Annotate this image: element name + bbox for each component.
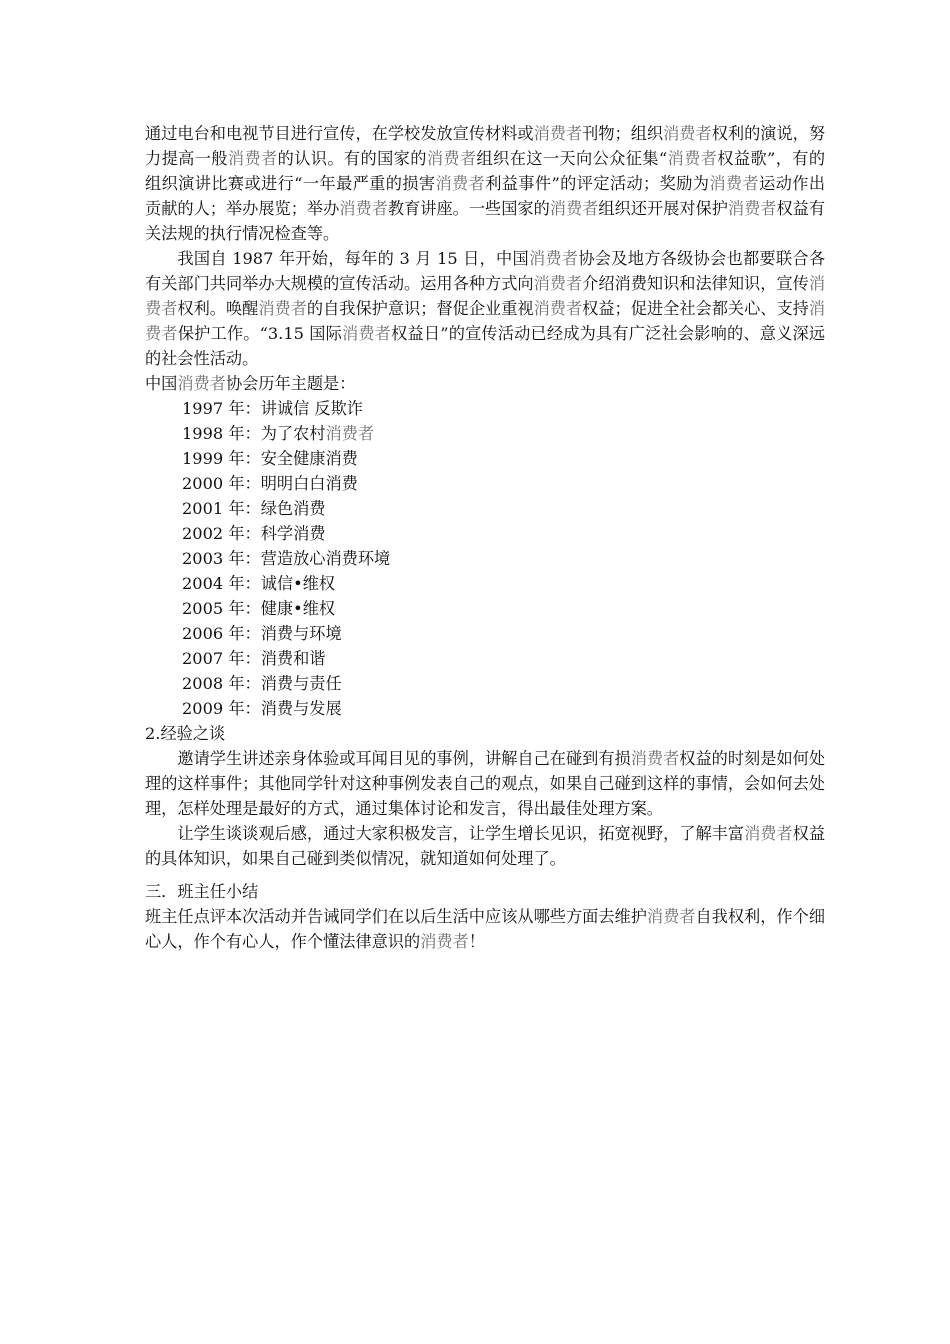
text-run: 权利。唤醒 (177, 299, 259, 318)
highlighted-term: 消费者 (744, 824, 793, 843)
highlighted-term: 消费者 (420, 932, 469, 951)
text-run: 权益；促进全社会都关心、支持 (582, 299, 809, 318)
text-run: 权益日”的宣传活动已经成为具有广泛社会影响的、意义深远的社会性活动。 (145, 324, 826, 368)
text-run: 1998 年：为了农村 (182, 424, 326, 443)
text-run: 通过电台和电视节目进行宣传，在学校发放宣传材料或 (145, 124, 534, 143)
highlighted-term: 消费者 (549, 199, 599, 218)
text-run: 2008 年：消费与责任 (182, 674, 342, 693)
heading-teacher-summary: 三．班主任小结 (145, 882, 259, 901)
highlighted-term: 消费者 (145, 299, 826, 343)
text-run: 2004 年：诚信•维权 (182, 574, 336, 593)
highlighted-term: 消费者 (528, 249, 579, 268)
text-run: 2005 年：健康•维权 (182, 599, 336, 618)
highlighted-term: 消费者 (325, 424, 375, 443)
theme-item (145, 521, 825, 546)
text-run: 权益的具体知识，如果自己碰到类似情况，就知道如何处理了。 (145, 824, 826, 868)
text-run: 2009 年：消费与发展 (182, 699, 342, 718)
highlighted-term: 消费者 (145, 274, 826, 318)
text-run: 2000 年：明明白白消费 (182, 474, 358, 493)
text-run: 2002 年：科学消费 (182, 524, 326, 543)
highlighted-term: 消费者 (727, 199, 777, 218)
highlighted-term: 消费者 (435, 174, 486, 193)
text-run: 2001 年：绿色消费 (182, 499, 326, 518)
text-run: 让学生谈谈观后感，通过大家积极发言，让学生增长见识，拓宽视野，了解丰富 (177, 824, 745, 843)
text-run: 我国自 1987 年开始，每年的 3 月 15 日，中国 (177, 249, 529, 268)
theme-item (145, 571, 825, 596)
highlighted-term: 消费者 (258, 299, 307, 318)
highlighted-term: 消费者 (342, 324, 392, 343)
highlighted-term: 消费者 (339, 199, 388, 218)
highlighted-term: 消费者 (426, 149, 477, 168)
document-page (145, 121, 825, 954)
highlighted-term: 消费者 (646, 907, 696, 926)
theme-item (145, 546, 825, 571)
text-run: 中国 (145, 374, 178, 393)
text-run: 权利的演说，努力提高一般 (145, 124, 826, 168)
text-run: 2006 年：消费与环境 (182, 624, 342, 643)
highlighted-term: 消费者 (667, 149, 718, 168)
heading-experience: 2.经验之谈 (145, 724, 226, 743)
text-run: 自我权利，作个细心人，作个有心人，作个懂法律意识的 (145, 907, 826, 951)
text-run: 运动作出贡献的人；举办展览；举办 (145, 174, 826, 218)
text-run: 权益的时刻是如何处理的这样事件；其他同学针对这种事例发表自己的观点，如果自己碰到这样的事情，会如何去处理，怎样处理是最好的方式，通过集体讨论和发言，得出最佳处理方案。 (145, 749, 826, 818)
text-run: 2003 年：营造放心消费环境 (182, 549, 391, 568)
theme-item (145, 471, 825, 496)
text-run: 权益有关法规的执行情况检查等。 (145, 199, 826, 243)
paragraph-themes-intro (145, 371, 825, 396)
theme-item (145, 421, 825, 446)
theme-item (145, 646, 825, 671)
text-run: 介绍消费知识和法律知识，宣传 (582, 274, 809, 293)
text-run: 2007 年：消费和谐 (182, 649, 326, 668)
highlighted-term: 消费者 (709, 174, 760, 193)
paragraph-student-stories (145, 746, 825, 821)
text-run: 利益事件”的评定活动；奖励为 (485, 174, 710, 193)
text-run: 教育讲座。一些国家的 (387, 199, 550, 218)
highlighted-term: 消费者 (533, 299, 583, 318)
highlighted-term: 消费者 (630, 749, 680, 768)
text-run: 协会历年主题是： (225, 374, 356, 393)
text-run: 保护工作。“3.15 国际 (177, 324, 342, 343)
theme-item (145, 396, 825, 421)
text-run: 1997 年：讲诚信 反欺诈 (182, 399, 363, 418)
text-run: 权益歌”，有的组织演讲比赛或进行“一年最严重的损害 (145, 149, 826, 193)
theme-item (145, 621, 825, 646)
paragraph-reflections (145, 821, 825, 871)
highlighted-term: 消费者 (227, 149, 278, 168)
text-run: 组织还开展对保护 (598, 199, 728, 218)
theme-item (145, 446, 825, 471)
text-run: 组织在这一天向公众征集“ (476, 149, 668, 168)
highlighted-term: 消费者 (177, 374, 226, 393)
text-run: 的自我保护意识；督促企业重视 (306, 299, 534, 318)
text-run: 班主任点评本次活动并告诫同学们在以后生活中应该从哪些方面去维护 (145, 907, 647, 926)
paragraph-publicity-methods (145, 121, 825, 246)
annual-themes-list (145, 396, 825, 721)
theme-item (145, 496, 825, 521)
section-spacer (145, 871, 825, 879)
theme-item (145, 671, 825, 696)
text-run: 的认识。有的国家的 (277, 149, 427, 168)
highlighted-term: 消费者 (533, 124, 583, 143)
theme-item (145, 596, 825, 621)
highlighted-term: 消费者 (663, 124, 712, 143)
text-run: ！ (468, 932, 485, 951)
text-run: 邀请学生讲述亲身体验或耳闻目见的事例，讲解自己在碰到有损 (177, 749, 631, 768)
text-run: 刊物；组织 (582, 124, 664, 143)
paragraph-teacher-summary (145, 904, 825, 954)
theme-item (145, 696, 825, 721)
text-run: 1999 年：安全健康消费 (182, 449, 358, 468)
text-run: 协会及地方各级协会也都要联合各有关部门共同举办大规模的宣传活动。运用各种方式向 (145, 249, 826, 293)
paragraph-china-315 (145, 246, 825, 371)
highlighted-term: 消费者 (533, 274, 583, 293)
